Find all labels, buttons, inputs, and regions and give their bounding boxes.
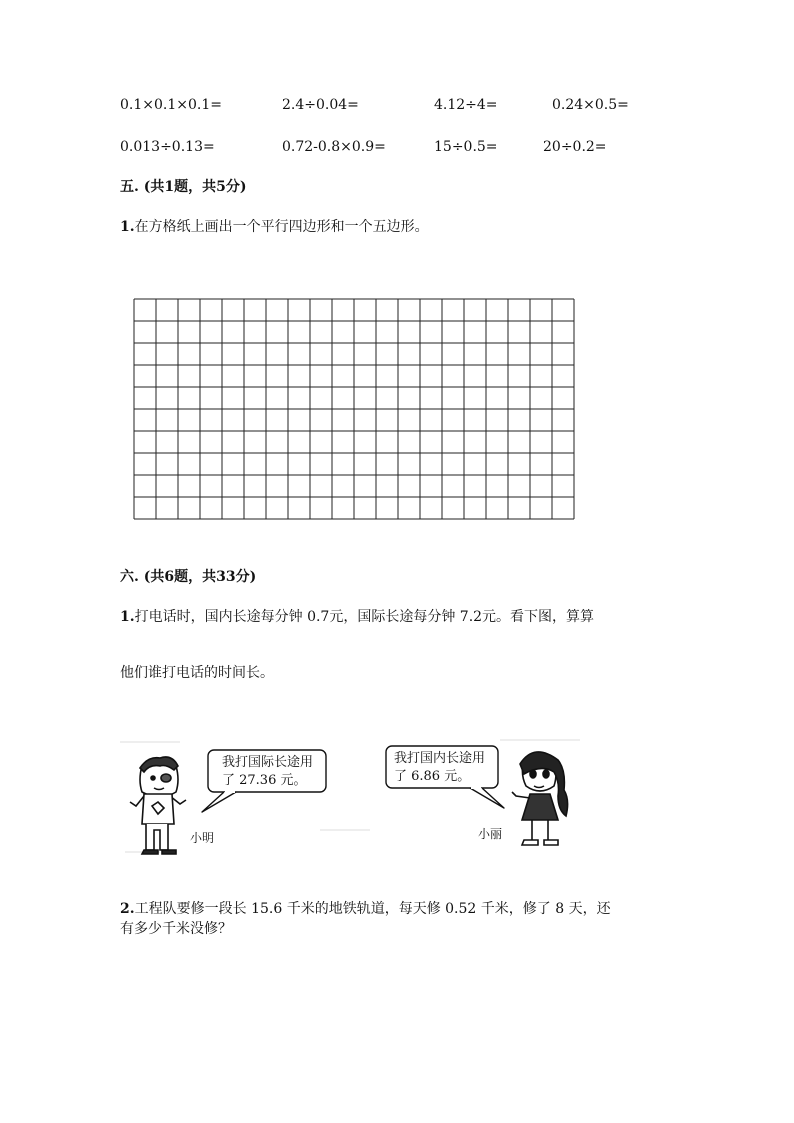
calc-1-3: 4.12÷4= bbox=[434, 97, 498, 113]
question-text: 工程队要修一段长 15.6 千米的地铁轨道，每天修 0.52 千米，修了 8 天，还 bbox=[134, 901, 611, 917]
section5-title: 五. (共1题，共5分) bbox=[120, 179, 247, 195]
grid-paper[interactable] bbox=[133, 298, 576, 522]
name-left: 小明 bbox=[190, 831, 215, 845]
q-number: 1. bbox=[120, 219, 135, 235]
phone-call-illustration bbox=[120, 732, 590, 860]
calc-2-3: 15÷0.5= bbox=[434, 139, 498, 155]
bubble-right-line1: 我打国内长途用 bbox=[394, 751, 486, 766]
calc-2-1: 0.013÷0.13= bbox=[120, 139, 215, 155]
question-text: 打电话时，国内长途每分钟 0.7元，国际长途每分钟 7.2元。看下图，算算 bbox=[134, 609, 595, 625]
bubble-left-line1: 我打国际长途用 bbox=[222, 755, 314, 770]
calc-2-2: 0.72-0.8×0.9= bbox=[282, 139, 386, 155]
calc-2-4: 20÷0.2= bbox=[543, 139, 607, 155]
name-right: 小丽 bbox=[478, 827, 503, 841]
q-number: 1. bbox=[120, 609, 135, 625]
section6-q2-line1 bbox=[120, 900, 611, 918]
section6-q2-line2: 有多少千米没修？ bbox=[120, 921, 232, 937]
section5-q1 bbox=[120, 218, 429, 236]
boy-figure bbox=[130, 757, 186, 854]
girl-figure bbox=[512, 752, 568, 845]
section6-title: 六. (共6题，共33分) bbox=[120, 569, 257, 585]
calc-1-2: 2.4÷0.04= bbox=[282, 97, 359, 113]
section6-q1-line1 bbox=[120, 608, 594, 626]
calc-1-1: 0.1×0.1×0.1= bbox=[120, 97, 222, 113]
calc-1-4: 0.24×0.5= bbox=[552, 97, 629, 113]
section6-q1-line2: 他们谁打电话的时间长。 bbox=[120, 665, 274, 681]
bubble-left-line2: 了 27.36 元。 bbox=[222, 773, 307, 788]
question-text: 在方格纸上画出一个平行四边形和一个五边形。 bbox=[134, 219, 429, 235]
q-number: 2. bbox=[120, 901, 135, 917]
background-marks bbox=[120, 740, 580, 852]
bubble-right-line2: 了 6.86 元。 bbox=[394, 769, 471, 784]
